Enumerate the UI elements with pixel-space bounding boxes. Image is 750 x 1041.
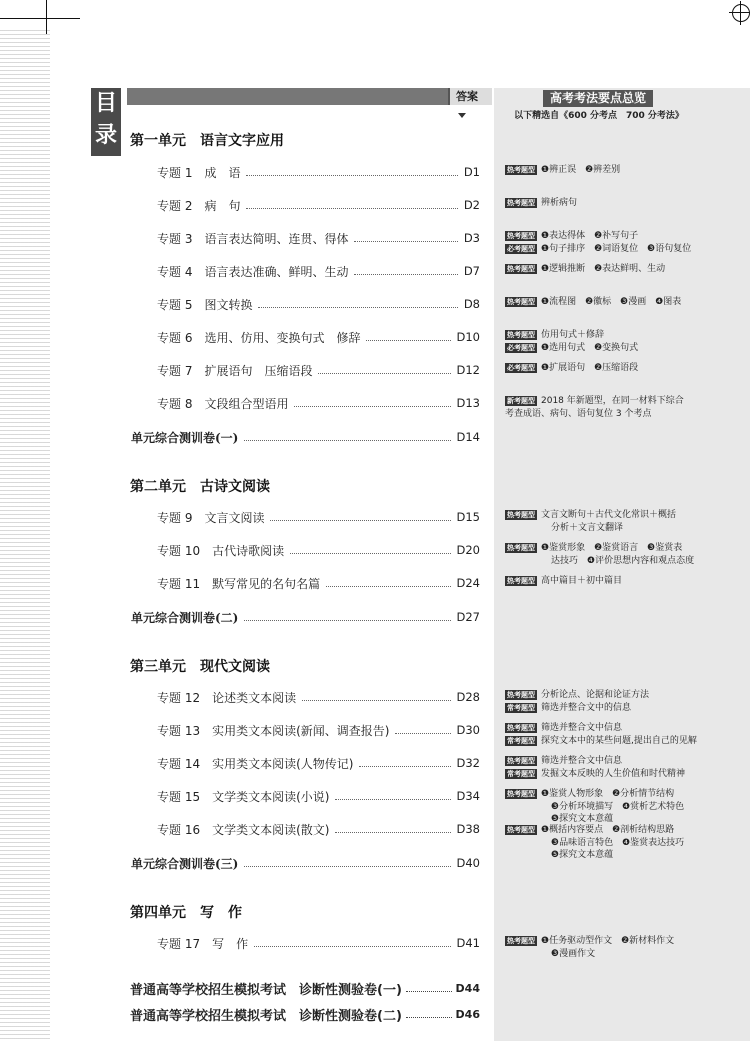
toc-entry-label: 单元综合测训卷(一) <box>131 430 239 445</box>
toc-entry[interactable] <box>157 394 480 412</box>
toc-entry-page: D30 <box>456 723 480 737</box>
note: 热考题型 辨析病句 <box>507 198 578 208</box>
toc-entry-page: D28 <box>456 690 480 704</box>
toc-entry-label: 专题 14 实用类文本阅读(人物传记) <box>157 756 354 771</box>
toc-entry-label: 专题 13 实用类文本阅读(新闻、调查报告) <box>157 723 390 738</box>
hot-tag: 热考题型 <box>507 166 535 174</box>
hot-tag: 热考题型 <box>507 199 535 207</box>
answer-label: 答案 <box>448 88 492 105</box>
note: 热考题型 筛选并整合文中信息 常考题型 发掘文本反映的人生价值和时代精神 <box>507 756 686 779</box>
note: 热考题型 ❶辨正误 ❷辨差别 <box>507 165 621 175</box>
note: 热考题型 ❶任务驱动型作文 ❷新材料作文 ❸漫画作文 <box>507 936 675 959</box>
note: 新考题型 2018 年新题型，在同一材料下综合 考查成语、病句、语句复位 3 个考点 <box>505 396 684 419</box>
toc-entry[interactable] <box>157 163 480 181</box>
hot-tag: 热考题型 <box>507 265 535 273</box>
toc-entry-page: D15 <box>456 510 480 524</box>
toc-entry-mock-exam[interactable] <box>130 1005 480 1023</box>
unit-label: 第二单元 <box>130 479 186 495</box>
hot-tag: 热考题型 <box>507 790 535 798</box>
right-panel-title: 高考考法要点总览 <box>543 90 653 107</box>
note: 热考题型 ❶鉴赏人物形象 ❷分析情节结构 ❸分析环境描写 ❹赏析艺术特色 ❺探究文本意蕴 <box>507 789 685 824</box>
toc-entry-label: 专题 7 扩展语句 压缩语段 <box>157 363 313 378</box>
toc-entry-page: D20 <box>456 543 480 557</box>
new-tag: 新考题型 <box>507 397 535 405</box>
crop-mark-horizontal <box>0 18 80 19</box>
toc-entry-label: 专题 3 语言表达简明、连贯、得体 <box>157 231 349 246</box>
note: 热考题型 ❶表达得体 ❷补写句子 必考题型 ❶句子排序 ❷词语复位 ❸语句复位 <box>507 231 692 254</box>
note: 热考题型 ❶鉴赏形象 ❷鉴赏语言 ❸鉴赏表 达技巧 ❹评价思想内容和观点态度 <box>507 543 695 566</box>
toc-entry-label: 专题 4 语言表达准确、鲜明、生动 <box>157 264 349 279</box>
hot-tag: 热考题型 <box>507 298 535 306</box>
must-tag: 必考题型 <box>507 343 535 352</box>
common-tag: 常考题型 <box>507 769 535 778</box>
unit-heading-1 <box>130 130 284 150</box>
toc-entry[interactable] <box>157 754 480 772</box>
toc-entry-label: 专题 5 图文转换 <box>157 297 253 312</box>
unit-name: 写 作 <box>200 905 242 921</box>
toc-entry[interactable] <box>157 229 480 247</box>
toc-entry-unit-test[interactable] <box>131 608 480 626</box>
toc-entry-page: D12 <box>456 363 480 377</box>
toc-entry-page: D3 <box>463 231 480 245</box>
unit-name: 古诗文阅读 <box>200 479 270 495</box>
toc-entry-page: D44 <box>455 981 480 995</box>
must-tag: 必考题型 <box>507 244 535 253</box>
note: 热考题型 高中篇目＋初中篇目 <box>507 576 623 586</box>
toc-entry[interactable] <box>157 934 480 952</box>
unit-label: 第四单元 <box>130 905 186 921</box>
unit-heading-3 <box>130 656 270 676</box>
toc-entry-label: 单元综合测训卷(二) <box>131 610 239 625</box>
toc-entry-label: 普通高等学校招生模拟考试 诊断性测验卷(二) <box>130 1008 402 1024</box>
note: 热考题型 文言文断句＋古代文化常识＋概括 分析＋文言文翻译 <box>507 510 677 533</box>
unit-label: 第一单元 <box>130 133 186 149</box>
toc-entry-label: 专题 12 论述类文本阅读 <box>157 690 297 705</box>
toc-entry[interactable] <box>157 361 480 379</box>
toc-entry-page: D7 <box>463 264 480 278</box>
right-panel-subtitle: 以下精选自《600 分考点 700 分考法》 <box>514 111 684 121</box>
toc-entry-page: D27 <box>456 610 480 624</box>
toc-entry[interactable] <box>157 688 480 706</box>
toc-entry-label: 专题 1 成 语 <box>157 165 241 180</box>
toc-entry-page: D14 <box>456 430 480 444</box>
unit-name: 语言文字应用 <box>200 133 284 149</box>
toc-entry[interactable] <box>157 328 480 346</box>
toc-entry-label: 单元综合测训卷(三) <box>131 856 239 871</box>
toc-entry-label: 专题 17 写 作 <box>157 936 249 951</box>
hot-tag: 热考题型 <box>507 331 535 339</box>
toc-entry-unit-test[interactable] <box>131 428 480 446</box>
note: 热考题型 筛选并整合文中信息 常考题型 探究文本中的某些问题,提出自己的见解 <box>507 723 697 746</box>
hot-tag: 热考题型 <box>507 757 535 765</box>
toc-entry-page: D24 <box>456 576 480 590</box>
toc-entry-label: 普通高等学校招生模拟考试 诊断性测验卷(一) <box>130 982 402 998</box>
toc-entry-label: 专题 15 文学类文本阅读(小说) <box>157 789 330 804</box>
common-tag: 常考题型 <box>507 736 535 745</box>
toc-entry-mock-exam[interactable] <box>130 979 480 997</box>
toc-entry-label: 专题 2 病 句 <box>157 198 241 213</box>
crop-mark-vertical <box>46 0 47 34</box>
toc-entry[interactable] <box>157 820 480 838</box>
toc-entry-page: D2 <box>463 198 480 212</box>
hot-tag: 热考题型 <box>507 724 535 732</box>
hot-tag: 热考题型 <box>507 577 535 585</box>
hot-tag: 热考题型 <box>507 544 535 552</box>
toc-entry-page: D41 <box>456 936 480 950</box>
toc-entry[interactable] <box>157 196 480 214</box>
header-bar <box>127 88 492 105</box>
note: 热考题型 ❶概括内容要点 ❷剖析结构思路 ❸品味语言特色 ❹鉴赏表达技巧 ❺探究文本意蕴 <box>507 825 685 860</box>
title-char-1: 目 <box>94 91 117 116</box>
unit-label: 第三单元 <box>130 659 186 675</box>
unit-heading-4 <box>130 902 242 922</box>
toc-entry[interactable] <box>157 262 480 280</box>
toc-entry-label: 专题 10 古代诗歌阅读 <box>157 543 285 558</box>
registration-mark-icon <box>732 4 750 22</box>
toc-entry[interactable] <box>157 295 480 313</box>
toc-entry-page: D46 <box>455 1007 480 1021</box>
toc-entry[interactable] <box>157 787 480 805</box>
toc-entry[interactable] <box>157 508 480 526</box>
note: 热考题型 ❶流程图 ❷徽标 ❸漫画 ❹图表 <box>507 297 682 307</box>
hot-tag: 热考题型 <box>507 232 535 240</box>
must-tag: 必考题型 <box>507 364 535 372</box>
note: 热考题型 仿用句式＋修辞 必考题型 ❶选用句式 ❷变换句式 <box>507 330 639 353</box>
toc-entry[interactable] <box>157 574 480 592</box>
toc-entry-label: 专题 16 文学类文本阅读(散文) <box>157 822 330 837</box>
toc-entry-page: D38 <box>456 822 480 836</box>
note: 热考题型 分析论点、论据和论证方法 常考题型 筛选并整合文中的信息 <box>507 690 650 713</box>
toc-entry-page: D8 <box>463 297 480 311</box>
toc-entry-page: D32 <box>456 756 480 770</box>
unit-name: 现代文阅读 <box>200 659 270 675</box>
toc-entry-page: D13 <box>456 396 480 410</box>
left-margin-stripes <box>0 30 50 1041</box>
toc-entry-label: 专题 8 文段组合型语用 <box>157 396 289 411</box>
unit-heading-2 <box>130 476 270 496</box>
hot-tag: 热考题型 <box>507 826 535 834</box>
toc-entry[interactable] <box>157 721 480 739</box>
toc-entry-page: D10 <box>456 330 480 344</box>
note: 必考题型 ❶扩展语句 ❷压缩语段 <box>507 363 639 373</box>
common-tag: 常考题型 <box>507 703 535 712</box>
toc-entry-unit-test[interactable] <box>131 854 480 872</box>
down-arrow-icon <box>458 113 466 118</box>
toc-entry-label: 专题 9 文言文阅读 <box>157 510 265 525</box>
toc-entry-page: D40 <box>456 856 480 870</box>
note: 热考题型 ❶逻辑推断 ❷表达鲜明、生动 <box>507 264 666 274</box>
toc-entry-label: 专题 6 选用、仿用、变换句式 修辞 <box>157 330 361 345</box>
toc-entry[interactable] <box>157 541 480 559</box>
hot-tag: 热考题型 <box>507 937 535 945</box>
toc-entry-label: 专题 11 默写常见的名句名篇 <box>157 576 321 591</box>
toc-entry-page: D34 <box>456 789 480 803</box>
page-title <box>91 88 121 156</box>
toc-entry-page: D1 <box>463 165 480 179</box>
hot-tag: 热考题型 <box>507 691 535 699</box>
title-char-2: 录 <box>94 123 117 148</box>
hot-tag: 热考题型 <box>507 511 535 519</box>
